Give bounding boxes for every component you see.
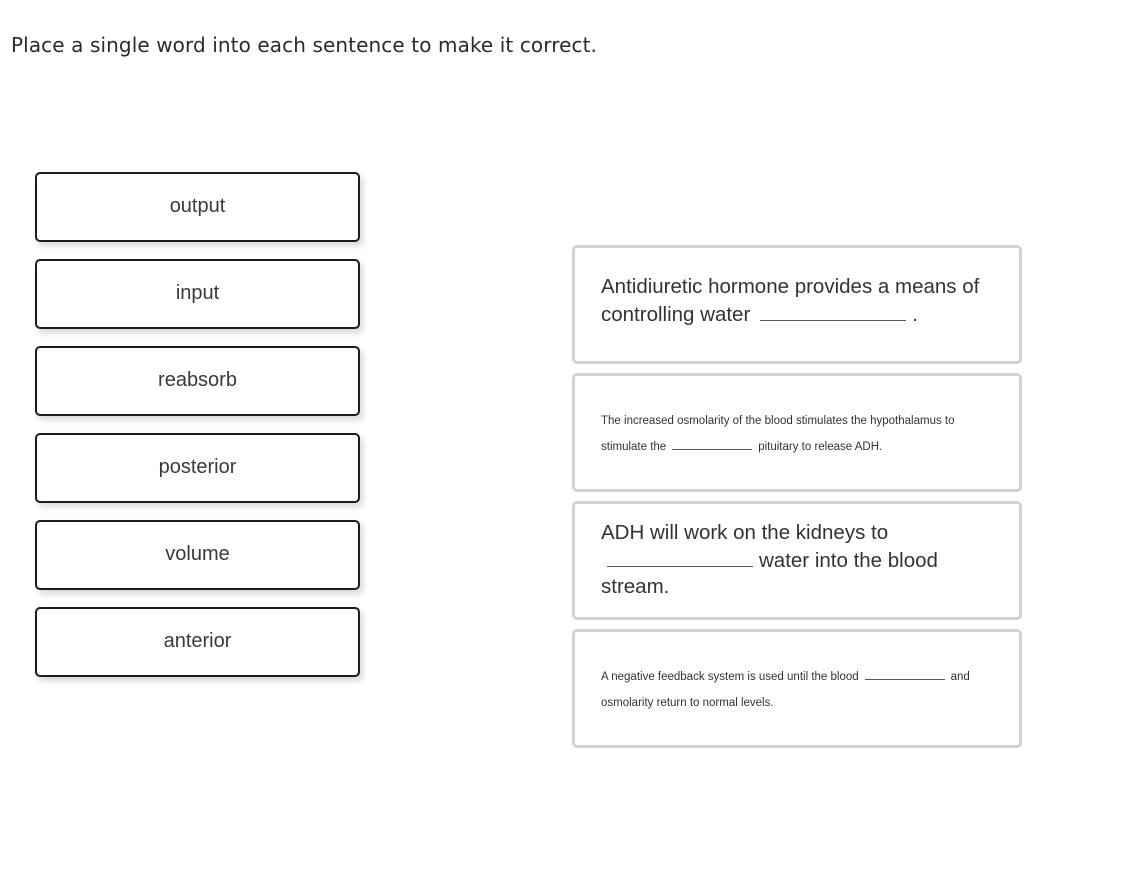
word-tile-volume[interactable] [35, 520, 360, 590]
word-tile-label: input [175, 281, 220, 304]
blank-drop-zone[interactable] [760, 300, 906, 321]
sentence-text [601, 520, 993, 600]
word-tile-label: reabsorb [158, 368, 237, 391]
word-tile-label: output [169, 194, 226, 217]
sentence-text [601, 664, 993, 716]
sentence-card [572, 501, 1022, 620]
word-tile-label: posterior [158, 455, 237, 478]
word-tile-input[interactable] [35, 259, 360, 329]
word-tile-reabsorb[interactable] [35, 346, 360, 416]
sentence-card [572, 629, 1022, 748]
instruction-text: Place a single word into each sentence to make it correct. [11, 33, 598, 57]
sentence-before: Antidiuretic hormone provides a means of controlling water [601, 274, 980, 326]
word-tile-label: volume [165, 542, 230, 565]
sentence-before: The increased osmolarity of the blood stimulates the hypothalamus to stimulate the [601, 414, 955, 453]
blank-drop-zone[interactable] [607, 546, 753, 567]
sentence-text [601, 274, 993, 328]
sentence-card [572, 245, 1022, 364]
word-tile-anterior[interactable] [35, 607, 360, 677]
word-tile-label: anterior [163, 629, 232, 652]
sentence-before: A negative feedback system is used until the blood [601, 670, 859, 683]
word-bank [35, 172, 360, 694]
word-tile-output[interactable] [35, 172, 360, 242]
word-tile-posterior[interactable] [35, 433, 360, 503]
sentence-after: pituitary to release ADH. [758, 440, 883, 453]
blank-drop-zone[interactable] [865, 669, 945, 680]
sentence-after: water into the blood stream. [601, 548, 938, 598]
sentence-text [601, 408, 993, 460]
sentence-after: and osmolarity return to normal levels. [601, 670, 970, 709]
sentence-after: . [912, 302, 918, 326]
sentence-card [572, 373, 1022, 492]
sentence-list [572, 245, 1022, 757]
sentence-before: ADH will work on the kidneys to [601, 520, 889, 544]
blank-drop-zone[interactable] [672, 439, 752, 450]
